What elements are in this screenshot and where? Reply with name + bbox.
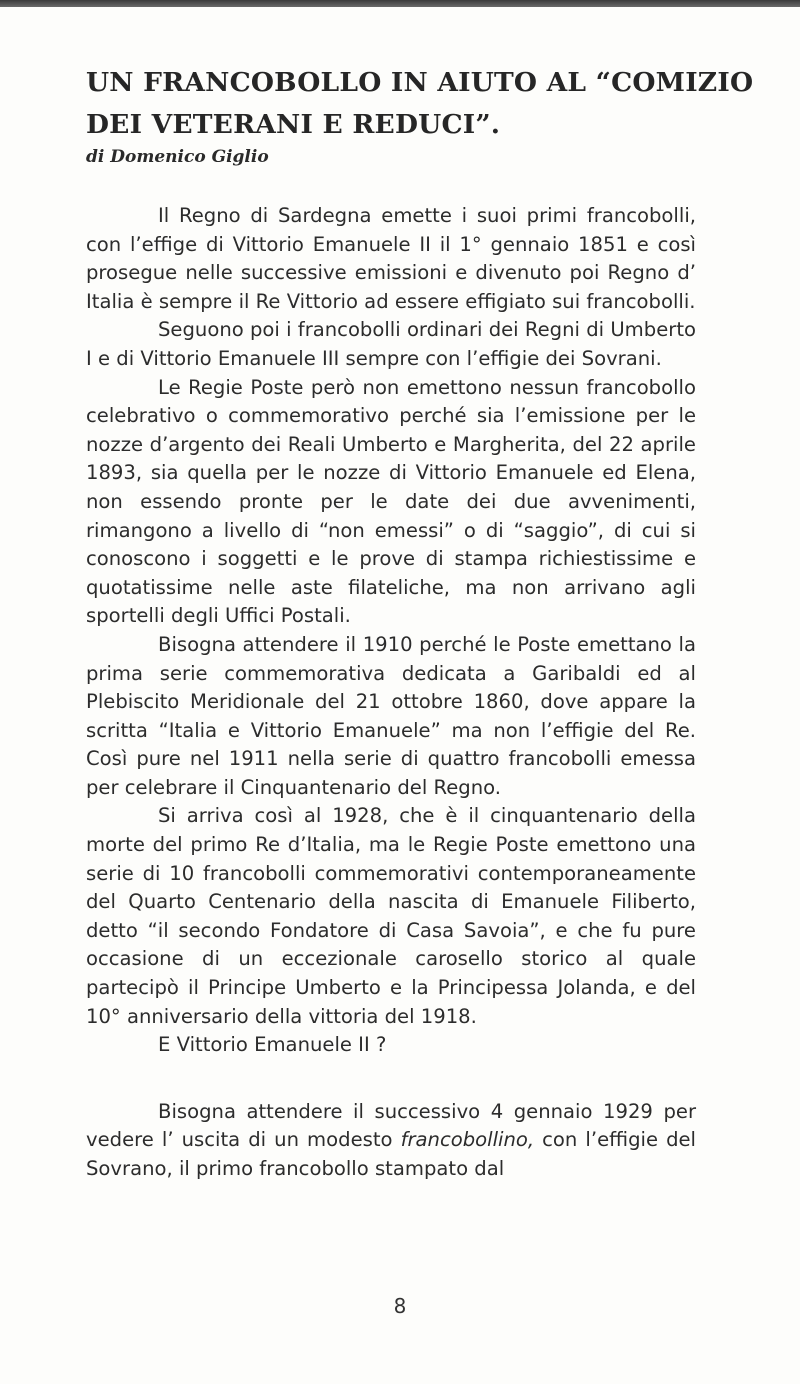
paragraph-7-after: con l’effigie del Sovrano, il primo francobollo stampato dal bbox=[86, 1128, 696, 1180]
article-author: di Domenico Giglio bbox=[86, 147, 269, 167]
paragraph-1: Il Regno di Sardegna emette i suoi primi francobolli, con l’effige di Vittorio Emanuele II il 1° gennaio 1851 e così prosegue nelle successive emissioni e divenuto poi Regno d’ Italia è sempre il Re Vittorio ad essere effigiato sui francobolli. bbox=[86, 204, 696, 313]
paragraph-7 bbox=[86, 1098, 696, 1184]
article-body bbox=[86, 202, 696, 1184]
paragraph-7-before: Bisogna attendere il successivo 4 gennaio 1929 per vedere l’ uscita di un modesto bbox=[86, 1099, 696, 1152]
article-title-line-2: DEI VETERANI E REDUCI”. bbox=[86, 109, 501, 140]
paragraph-7-emphasis: francobollino, bbox=[400, 1128, 535, 1152]
paragraph-4: Bisogna attendere il 1910 perché le Poste emettano la prima serie commemorativa dedicata a Garibaldi ed al Plebiscito Meridionale del 21 ottobre 1860, dove appare la scritta “Italia e Vittorio Emanuele” ma non l’effigie del Re. Così pure nel 1911 nella serie di quattro francobolli emessa per celebrare il Cinquantenario del Regno. bbox=[86, 632, 696, 799]
paragraph-3: Le Regie Poste però non emettono nessun francobollo celebrativo o commemorativo perché sia l’emissione per le nozze d’argento dei Reali Umberto e Margherita, del 22 aprile 1893, sia quella per le nozze di Vittorio Emanuele ed Elena, non essendo pronte per le date dei due avvenimenti, rimangono a livello di “non emessi” o di “saggio”, di cui si conoscono i soggetti e le prove di stampa richiestissime e quotatissime nelle aste filateliche, ma non arrivano agli sportelli degli Uffici Postali. bbox=[86, 375, 696, 628]
paragraph-2: Seguono poi i francobolli ordinari dei Regni di Umberto I e di Vittorio Emanuele III sempre con l’effigie dei Sovrani. bbox=[86, 318, 696, 370]
top-border bbox=[0, 0, 800, 7]
article-title bbox=[86, 62, 754, 146]
page-number: 8 bbox=[393, 1294, 407, 1318]
article-title-line-1: UN FRANCOBOLLO IN AIUTO AL “COMIZIO bbox=[86, 67, 754, 98]
article bbox=[86, 62, 754, 1184]
paragraph-6: E Vittorio Emanuele II ? bbox=[158, 1033, 387, 1057]
paragraph-5: Si arriva così al 1928, che è il cinquantenario della morte del primo Re d’Italia, ma le Regie Poste emettono una serie di 10 francobolli commemorativi contemporaneamente del Quarto Centenario della nascita di Emanuele Filiberto, detto “il secondo Fondatore di Casa Savoia”, e che fu pure occasione di un eccezionale carosello storico al quale partecipò il Principe Umberto e la Principessa Jolanda, e del 10° anniversario della vittoria del 1918. bbox=[86, 804, 696, 1028]
